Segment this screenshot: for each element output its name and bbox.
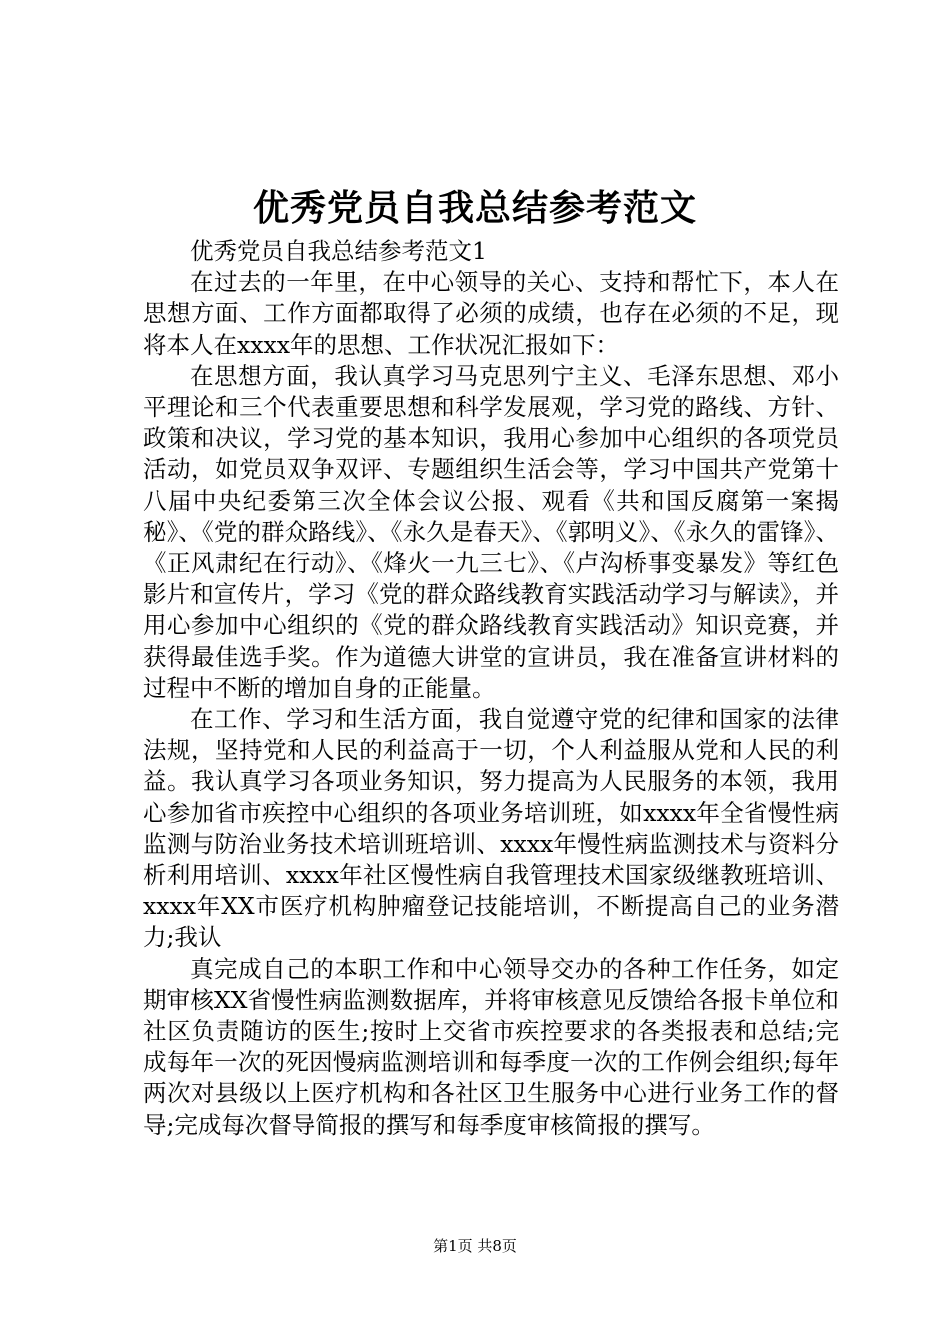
paragraph-intro: 在过去的一年里，在中心领导的关心、支持和帮忙下，本人在思想方面、工作方面都取得了必须的成绩，也存在必须的不足，现将本人在xxxx年的思想、工作状况汇报如下： [143, 268, 839, 359]
paragraph-thought: 在思想方面，我认真学习马克思列宁主义、毛泽东思想、邓小平理论和三个代表重要思想和科学发展观，学习党的路线、方针、政策和决议，学习党的基本知识，我用心参加中心组织的各项党员活动，如党员双争双评、专题组织生活会等，学习中国共产党第十八届中央纪委第三次全体会议公报、观看《共和国反腐第一案揭秘》、《党的群众路线》、《永久是春天》、《郭明义》、《永久的雷锋》、《正风肃纪在行动》、《烽火一九三七》、《卢沟桥事变暴发》等红色影片和宣传片，学习《党的群众路线教育实践活动学习与解读》，并用心参加中心组织的《党的群众路线教育实践活动》知识竞赛，并获得最佳选手奖。作为道德大讲堂的宣讲员，我在准备宣讲材料的过程中不断的增加自身的正能量。 [143, 361, 839, 702]
paragraph-duties: 真完成自己的本职工作和中心领导交办的各种工作任务，如定期审核XX省慢性病监测数据库，并将审核意见反馈给各报卡单位和社区负责随访的医生;按时上交省市疾控要求的各类报表和总结;完成每年一次的死因慢病监测培训和每季度一次的工作例会组织;每年两次对县级以上医疗机构和各社区卫生服务中心进行业务工作的督导;完成每次督导简报的撰写和每季度审核简报的撰写。 [143, 954, 839, 1139]
page-footer: 第1页 共8页 [433, 1237, 517, 1255]
document-body [143, 236, 839, 1141]
paragraph-work-study: 在工作、学习和生活方面，我自觉遵守党的纪律和国家的法律法规，坚持党和人民的利益高于一切，个人利益服从党和人民的利益。我认真学习各项业务知识，努力提高为人民服务的本领，我用心参加省市疾控中心组织的各项业务培训班，如xxxx年全省慢性病监测与防治业务技术培训班培训、xxxx年慢性病监测技术与资料分析利用培训、xxxx年社区慢性病自我管理技术国家级继教班培训、xxxx年XX市医疗机构肿瘤登记技能培训，不断提高自己的业务潜力;我认 [143, 705, 839, 952]
document-title: 优秀党员自我总结参考范文 [252, 187, 697, 229]
section-heading: 优秀党员自我总结参考范文1 [190, 237, 487, 265]
